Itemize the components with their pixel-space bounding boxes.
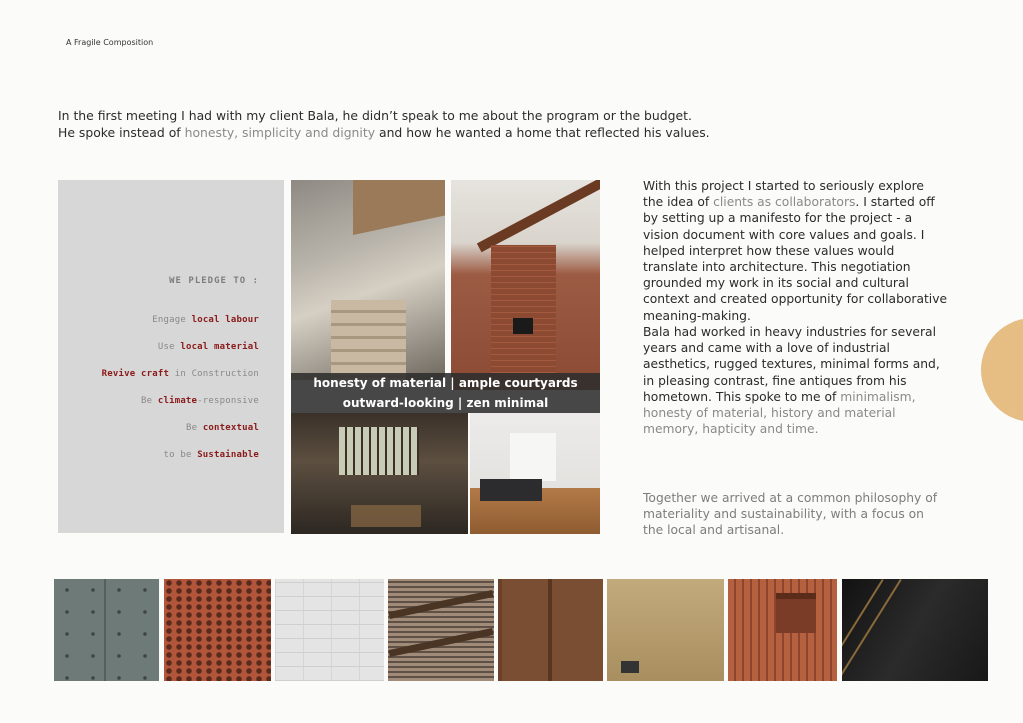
collab-highlight: clients as collaborators (713, 195, 856, 210)
pledge-item-pre: Be (185, 423, 203, 433)
intro-line-2-post: and how he wanted a home that reflected his values. (375, 124, 710, 140)
pledge-item (102, 450, 259, 477)
pledge-item (102, 396, 259, 423)
brick-louver-swatch (388, 579, 494, 681)
client-highlight: minimalism, honesty of material, history and material memory, hapticity and time. (643, 389, 916, 437)
header-label: A Fragile Composition (66, 38, 154, 47)
decorative-circle (981, 318, 1023, 422)
pledge-item-highlight: contextual (202, 423, 259, 433)
collab-post: . I started off by setting up a manifesto for the project - a vision document with core values and goals. I helped interpret how these values would translate into architecture. This negotiation grounded my work in its social and cultural context and created opportunity for collaborative meaning-making. (643, 195, 948, 323)
pledge-item-highlight: local labour (191, 315, 259, 325)
collaboration-paragraph (643, 178, 948, 324)
pledge-item (102, 315, 259, 342)
brick-bathroom-photo (451, 180, 600, 390)
antique-wood-swatch (728, 579, 837, 681)
intro-line-2-pre: He spoke instead of (58, 124, 185, 140)
pledge-item-pre: Use (157, 342, 181, 352)
intro-values-highlight: honesty, simplicity and dignity (184, 124, 376, 140)
pledge-panel (58, 180, 284, 533)
wood-door-swatch (498, 579, 603, 681)
lime-plaster-swatch (607, 579, 724, 681)
pledge-item (102, 423, 259, 450)
pledge-item-post: -responsive (197, 396, 259, 406)
stair-interior-photo (291, 180, 445, 380)
pledge-item-highlight: climate (157, 396, 198, 406)
pledge-item-highlight: Revive craft (101, 369, 170, 379)
philosophy-paragraph: Together we arrived at a common philosophy of materiality and sustainability, with a focus on the local and artisanal. (643, 491, 938, 538)
intro-line-1: In the first meeting I had with my client Bala, he didn’t speak to me about the program or the budget. (58, 108, 692, 123)
pledge-item-pre: Engage (152, 315, 192, 325)
pledge-item (102, 342, 259, 369)
collab-pre: With this project I started to seriously explore the idea of (643, 179, 924, 210)
white-brick-swatch (275, 579, 384, 681)
intro-line-2 (58, 125, 778, 142)
client-pre: Bala had worked in heavy industries for several years and came with a love of industrial aesthetics, rugged textures, minimal forms and, in pleasing contrast, fine antiques from his hometown. This spoke to me of (643, 325, 940, 404)
pledge-item (102, 369, 259, 396)
pledge-list (102, 276, 259, 477)
pledge-item-highlight: Sustainable (197, 450, 259, 460)
minimal-bedroom-photo (470, 413, 600, 534)
courtyard-living-photo (291, 413, 468, 534)
caption-band-1: honesty of material | ample courtyards (291, 373, 600, 393)
dark-stone-swatch (842, 579, 988, 681)
pledge-item-pre: to be (163, 450, 198, 460)
concrete-swatch (54, 579, 159, 681)
caption-band-2: outward-looking | zen minimal (291, 393, 600, 413)
pledge-item-pre: Be (140, 396, 158, 406)
pledge-item-highlight: local material (180, 342, 259, 352)
brick-jaali-swatch (164, 579, 271, 681)
intro-text (58, 108, 778, 141)
pledge-title: WE PLEDGE TO : (169, 276, 259, 286)
client-paragraph (643, 324, 948, 437)
pledge-item-post: in Construction (169, 369, 259, 379)
